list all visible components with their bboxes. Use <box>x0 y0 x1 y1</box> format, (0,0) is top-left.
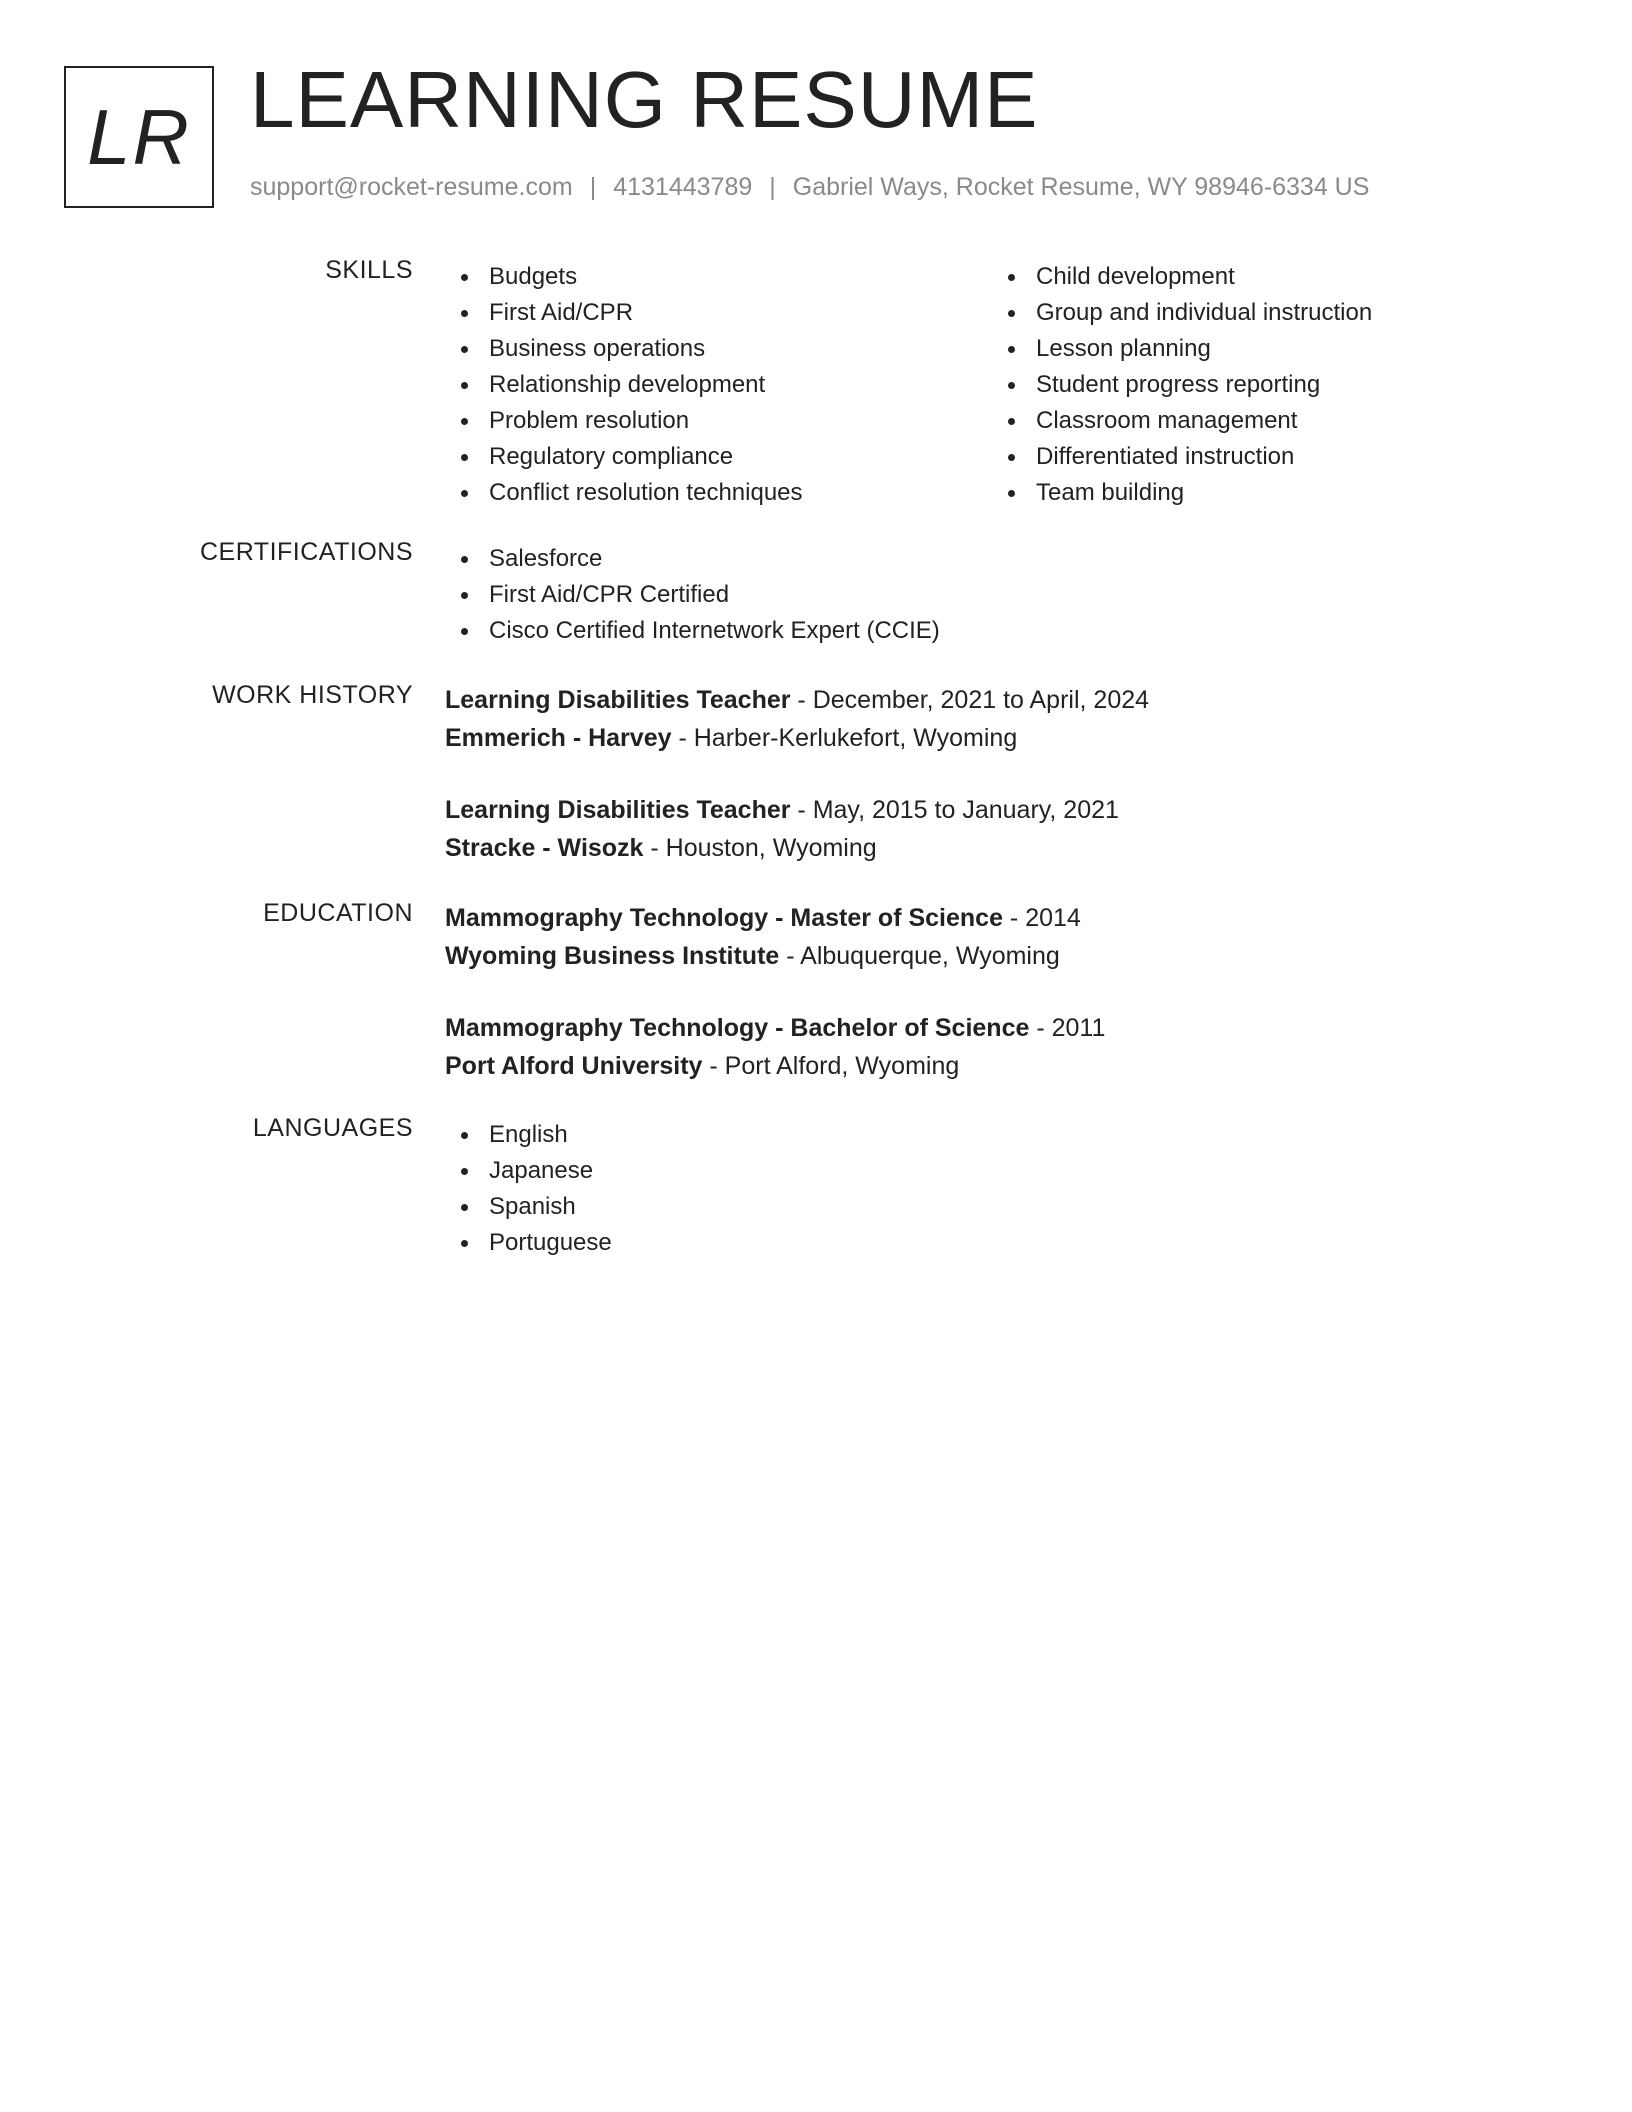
work-entry <box>445 791 1149 867</box>
skill-item: Classroom management <box>992 403 1372 439</box>
contact-email: support@rocket-resume.com <box>250 173 573 201</box>
section-label-work-history: WORK HISTORY <box>212 681 413 709</box>
employer-name: Stracke - Wisozk <box>445 834 644 862</box>
employer-location: - Harber-Kerlukefort, Wyoming <box>671 724 1018 752</box>
education-entry <box>445 1009 1105 1085</box>
skills-body <box>445 259 1373 511</box>
degree-year: - 2011 <box>1029 1014 1106 1042</box>
languages-body <box>445 1117 612 1261</box>
contact-phone: 4131443789 <box>613 173 753 201</box>
skill-item: Problem resolution <box>445 403 803 439</box>
contact-separator: | <box>769 173 776 201</box>
certification-item: First Aid/CPR Certified <box>445 577 940 613</box>
certification-item: Cisco Certified Internetwork Expert (CCIE) <box>445 613 940 649</box>
language-item: Portuguese <box>445 1225 612 1261</box>
skills-list-col2 <box>992 259 1372 511</box>
job-dates: - May, 2015 to January, 2021 <box>790 796 1119 824</box>
skill-item: Relationship development <box>445 367 803 403</box>
degree-name: Mammography Technology - Master of Science <box>445 904 1003 932</box>
employer-location: - Houston, Wyoming <box>643 834 877 862</box>
skill-item: Business operations <box>445 331 803 367</box>
skill-item: Regulatory compliance <box>445 439 803 475</box>
job-title: Learning Disabilities Teacher <box>445 686 791 714</box>
monogram-logo: LR <box>64 66 214 208</box>
school-name: Port Alford University <box>445 1052 703 1080</box>
section-label-certifications: CERTIFICATIONS <box>199 538 413 566</box>
resume-name: LEARNING RESUME <box>250 55 1039 144</box>
work-entry <box>445 681 1149 757</box>
employer-name: Emmerich - Harvey <box>445 724 672 752</box>
certifications-body <box>445 541 940 649</box>
skill-item: Group and individual instruction <box>992 295 1372 331</box>
skill-item: First Aid/CPR <box>445 295 803 331</box>
skill-item: Differentiated instruction <box>992 439 1372 475</box>
skill-item: Conflict resolution techniques <box>445 475 803 511</box>
languages-list <box>445 1117 612 1261</box>
language-item: Spanish <box>445 1189 612 1225</box>
contact-separator: | <box>589 173 597 201</box>
skill-item: Budgets <box>445 259 803 295</box>
degree-year: - 2014 <box>1002 904 1081 932</box>
certifications-list <box>445 541 940 649</box>
section-label-languages: LANGUAGES <box>252 1114 413 1142</box>
section-label-education: EDUCATION <box>263 899 413 927</box>
skill-item: Team building <box>992 475 1372 511</box>
school-location: - Port Alford, Wyoming <box>702 1052 960 1080</box>
skills-list-col1 <box>445 259 803 511</box>
skill-item: Student progress reporting <box>992 367 1372 403</box>
language-item: English <box>445 1117 612 1153</box>
skill-item: Lesson planning <box>992 331 1372 367</box>
work-history-body <box>445 681 1149 867</box>
skill-item: Child development <box>992 259 1372 295</box>
education-entry <box>445 899 1105 975</box>
job-title: Learning Disabilities Teacher <box>445 796 791 824</box>
language-item: Japanese <box>445 1153 612 1189</box>
degree-name: Mammography Technology - Bachelor of Science <box>445 1014 1030 1042</box>
school-name: Wyoming Business Institute <box>445 942 780 970</box>
school-location: - Albuquerque, Wyoming <box>779 942 1060 970</box>
contact-line <box>250 173 1369 202</box>
certification-item: Salesforce <box>445 541 940 577</box>
education-body <box>445 899 1105 1085</box>
job-dates: - December, 2021 to April, 2024 <box>790 686 1150 714</box>
contact-address: Gabriel Ways, Rocket Resume, WY 98946-6334 US <box>792 173 1370 201</box>
section-label-skills: SKILLS <box>325 256 413 284</box>
